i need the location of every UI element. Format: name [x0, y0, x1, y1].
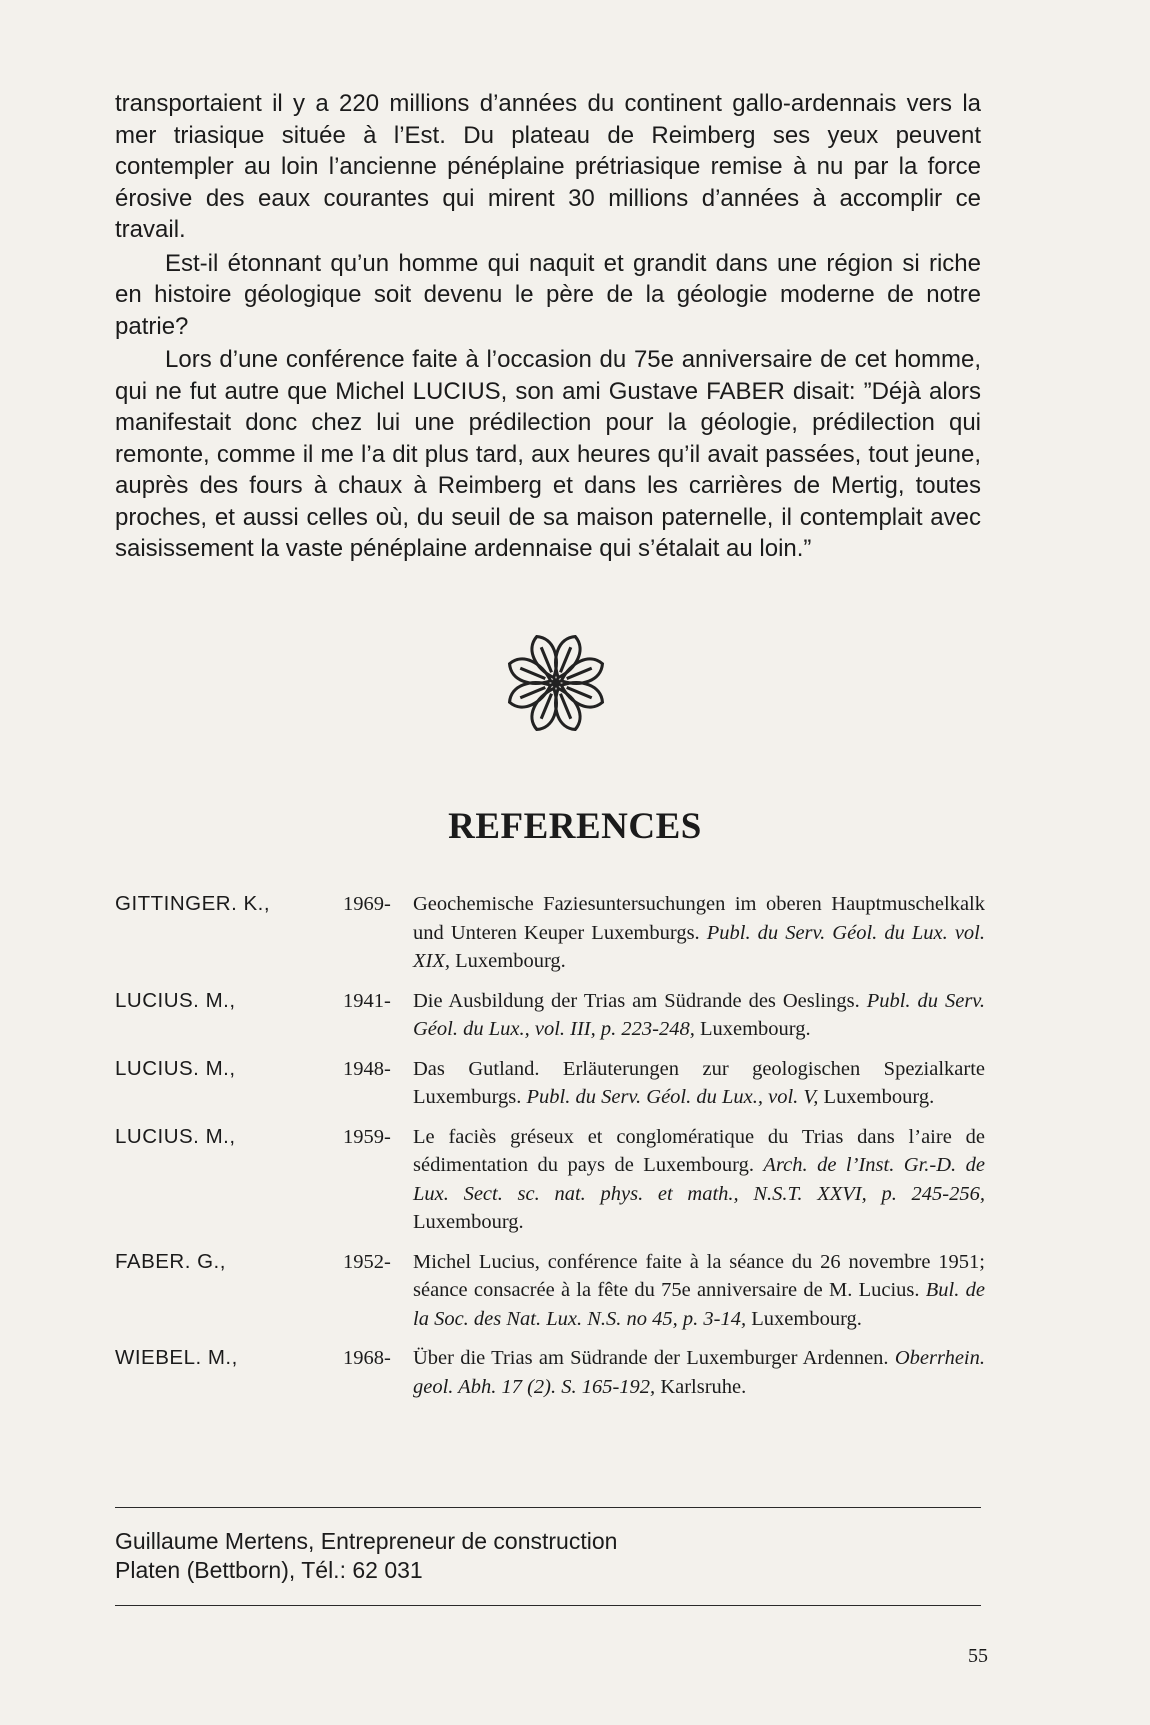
footer-bottom-rule [115, 1605, 981, 1606]
reference-year: 1959- [343, 1125, 391, 1148]
reference-year: 1941- [343, 989, 391, 1012]
reference-text: Le faciès gréseux et conglomératique du Trias dans l’aire de sédimentation du pays de Luxembourg. Arch. de l’Inst. Gr.-D. de Lux. Sect. sc. nat. phys. et math., N.S.T. XXVI, p. 245-256, Luxembourg. [413, 1125, 985, 1233]
reference-text: Michel Lucius, conférence faite à la séance du 26 novembre 1951; séance consacrée à la fête du 75e anniversaire de M. Lucius. Bul. de la Soc. des Nat. Lux. N.S. no 45, p. 3-14, Luxembourg. [413, 1250, 985, 1330]
footer-line-1: Guillaume Mertens, Entrepreneur de construction [115, 1528, 618, 1554]
footer-top-rule [115, 1507, 981, 1508]
body-text [115, 88, 981, 567]
reference-text: Geochemische Faziesuntersuchungen im oberen Hauptmuschelkalk und Unteren Keuper Luxemburgs. Publ. du Serv. Géol. du Lux. vol. XIX, Luxembourg. [413, 893, 985, 972]
reference-year: 1948- [343, 1057, 391, 1080]
reference-author: GITTINGER. K., [115, 892, 271, 915]
reference-entry [115, 1055, 985, 1112]
reference-author: WIEBEL. M., [115, 1346, 238, 1369]
reference-author: LUCIUS. M., [115, 1124, 236, 1148]
flower-ornament-icon [498, 625, 614, 741]
footer-line-2: Platen (Bettborn), Tél.: 62 031 [115, 1557, 423, 1583]
reference-text: Das Gutland. Erläuterungen zur geologischen Spezialkarte Luxemburgs. Publ. du Serv. Géol. du Lux., vol. V, Luxembourg. [413, 1057, 985, 1108]
reference-text: Über die Trias am Südrande der Luxemburger Ardennen. Oberrhein. geol. Abh. 17 (2). S. 165-192, Karlsruhe. [413, 1347, 985, 1398]
reference-year: 1969- [343, 893, 391, 915]
references-title: REFERENCES [448, 806, 702, 847]
paragraph-3: Lors d’une conférence faite à l’occasion du 75e anniversaire de cet homme, qui ne fut autre que Michel LUCIUS, son ami Gustave FABER disait: ”Déjà alors manifestait donc chez lui une prédilection pour la géologie, prédilection qui remonte, comme il me l’a dit plus tard, aux heures qu’il avait passées, tout jeune, auprès des fours à chaux à Reimberg et dans les carrières de Mertig, toutes proches, et aussi celles où, du seuil de sa maison paternelle, il contemplait avec saisissement la vaste pénéplaine ardennaise qui s’étalait au loin.” [115, 346, 981, 562]
reference-author: LUCIUS. M., [115, 1056, 236, 1080]
reference-author: FABER. G., [115, 1249, 226, 1273]
page-number: 55 [968, 1645, 988, 1667]
references-list [115, 890, 985, 1412]
footer-advertisement [115, 1527, 981, 1585]
reference-entry [115, 890, 985, 976]
paragraph-2: Est-il étonnant qu’un homme qui naquit et grandit dans une région si riche en histoire géologique soit devenu le père de la géologie moderne de notre patrie? [115, 249, 981, 340]
reference-entry [115, 1248, 985, 1334]
reference-author: LUCIUS. M., [115, 988, 236, 1012]
reference-year: 1968- [343, 1347, 391, 1369]
reference-entry [115, 1123, 985, 1237]
reference-text: Die Ausbildung der Trias am Südrande des Oeslings. Publ. du Serv. Géol. du Lux., vol. III, p. 223-248, Luxembourg. [413, 989, 985, 1040]
paragraph-1: transportaient il y a 220 millions d’années du continent gallo-ardennais vers la mer triasique située à l’Est. Du plateau de Reimberg ses yeux peuvent contempler au loin l’ancienne pénéplaine prétriasique remise à nu par la force érosive des eaux courantes qui mirent 30 millions d’années à accomplir ce travail. [115, 90, 981, 243]
reference-year: 1952- [343, 1250, 391, 1273]
reference-entry [115, 1344, 985, 1401]
reference-entry [115, 987, 985, 1044]
